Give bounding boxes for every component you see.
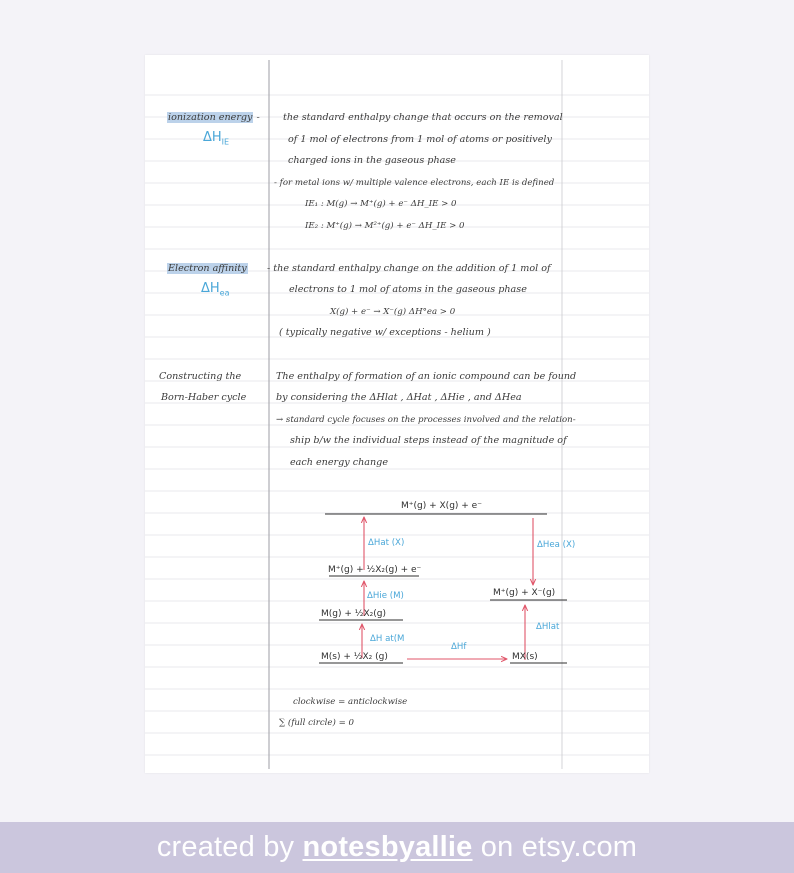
level-base-right-label: MX(s) <box>512 652 538 662</box>
bh-def-line-3: → standard cycle focuses on the processes involved and the relation- <box>276 415 576 425</box>
ie-equation-1: IE₁ : M(g) → M⁺(g) + e⁻ ΔH_IE > 0 <box>305 199 457 209</box>
banner-brand-link[interactable]: notesbyallie <box>302 831 473 863</box>
level-mid-right-label: M⁺(g) + X⁻(g) <box>493 588 556 598</box>
banner-prefix: created by <box>156 831 303 863</box>
symbol-electron-affinity: $\Delta H_{ea}$ <box>201 281 230 298</box>
level-low-left-label: M(g) + ½X₂(g) <box>321 609 386 619</box>
creator-banner <box>0 822 794 873</box>
note-clockwise: clockwise = anticlockwise <box>293 697 408 707</box>
ie-def-line-3: charged ions in the gaseous phase <box>288 155 456 166</box>
bh-def-line-2: by considering the ΔHlat , ΔHat , ΔHie , and ΔHea <box>276 392 522 403</box>
label-at-x: ΔHat (X) <box>368 538 405 548</box>
term-electron-affinity: Electron affinity <box>168 263 247 274</box>
label-at-m: ΔH at(M <box>370 634 405 644</box>
ie-def-line-1: the standard enthalpy change that occurs on the removal <box>283 112 563 123</box>
label-lat: ΔHlat <box>536 622 560 632</box>
born-haber-diagram <box>145 55 649 773</box>
level-mid-left-label: M⁺(g) + ½X₂(g) + e⁻ <box>328 565 422 575</box>
label-f: ΔHf <box>451 642 467 652</box>
ea-equation: X(g) + e⁻ → X⁻(g) ΔH°ea > 0 <box>330 307 456 317</box>
ea-def-line-2: electrons to 1 mol of atoms in the gaseous phase <box>289 284 527 295</box>
ie-def-line-2: of 1 mol of electrons from 1 mol of atoms or positively <box>288 134 552 145</box>
ie-multiple-electrons: - for metal ions w/ multiple valence electrons, each IE is defined <box>274 178 555 188</box>
ie-equation-2: IE₂ : M⁺(g) → M²⁺(g) + e⁻ ΔH_IE > 0 <box>305 221 465 231</box>
ea-note: ( typically negative w/ exceptions - helium ) <box>279 327 491 338</box>
term-born-haber-line-2: Born-Haber cycle <box>161 392 247 403</box>
bh-def-line-4: ship b/w the individual steps instead of the magnitude of <box>290 435 567 446</box>
notes-page <box>145 55 649 773</box>
bh-def-line-1: The enthalpy of formation of an ionic compound can be found <box>276 371 577 382</box>
ea-def-line-1: - the standard enthalpy change on the addition of 1 mol of <box>267 263 551 274</box>
label-ea-x: ΔHea (X) <box>537 540 576 550</box>
level-top-label: M⁺(g) + X(g) + e⁻ <box>401 501 482 511</box>
note-full-circle: ∑ (full circle) = 0 <box>279 718 354 728</box>
symbol-ionization-energy: $\Delta H_{IE}$ <box>203 130 230 147</box>
level-base-left-label: M(s) + ½X₂ (g) <box>321 652 388 662</box>
term-ionization-energy: ionization energy - <box>168 112 260 123</box>
term-born-haber-line-1: Constructing the <box>159 371 242 382</box>
banner-suffix: on etsy.com <box>472 831 638 863</box>
label-ie-m: ΔHie (M) <box>367 591 404 601</box>
bh-def-line-5: each energy change <box>290 457 388 468</box>
